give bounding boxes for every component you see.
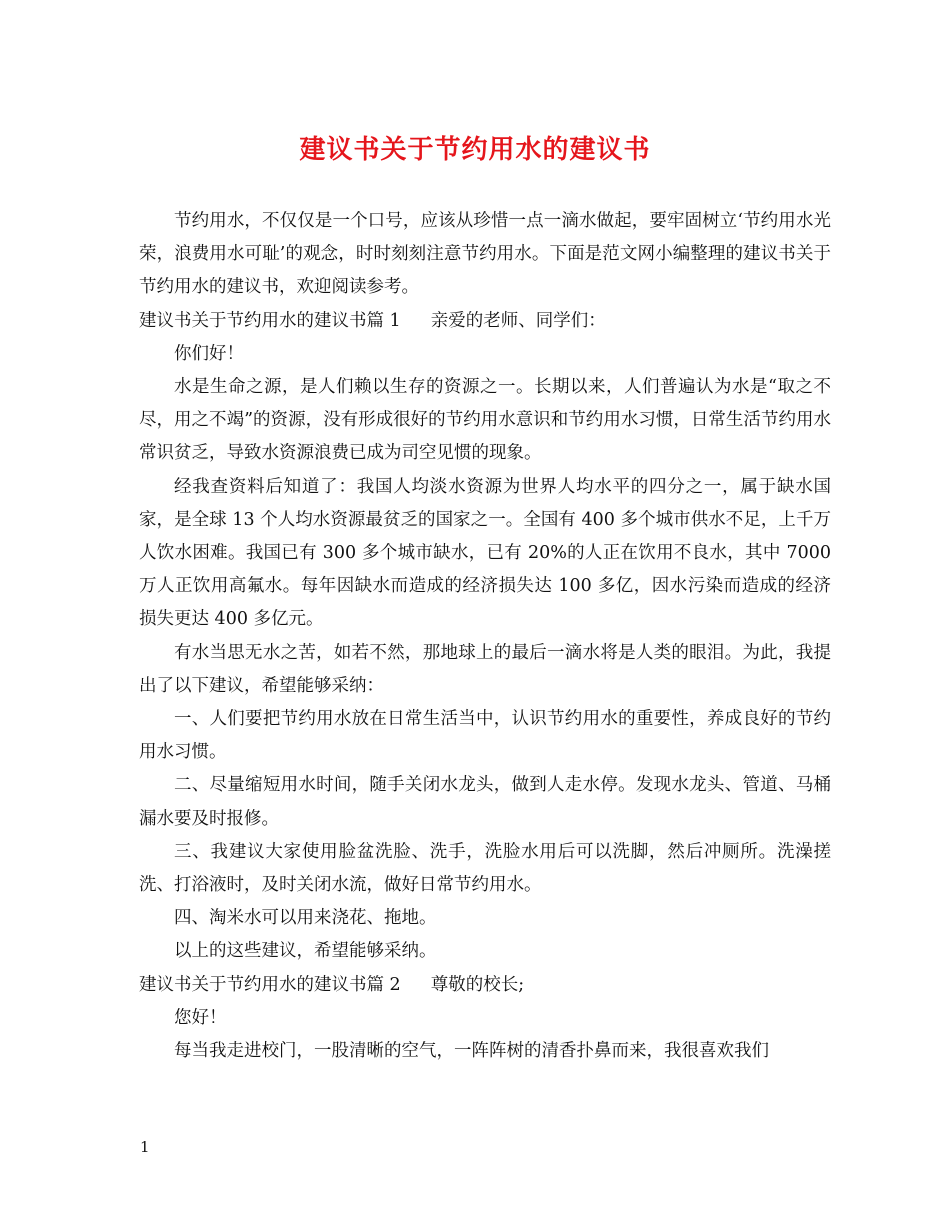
intro-paragraph: 节约用水，不仅仅是一个口号，应该从珍惜一点一滴水做起，要牢固树立‘节约用水光荣，浪费用水可耻’的观念，时时刻刻注意节约用水。下面是范文网小编整理的建议书关于节约用水的建议书，欢迎阅读参考。 (139, 211, 831, 298)
suggestion-item: 四、淘米水可以用来浇花、拖地。 (174, 908, 437, 929)
section-heading-2 (139, 969, 831, 1002)
document-body (139, 205, 831, 1068)
greeting-1: 你们好！ (174, 343, 244, 364)
body-paragraph: 有水当思无水之苦，如若不然，那地球上的最后一滴水将是人类的眼泪。为此，我提出了以下建议，希望能够采纳： (139, 642, 831, 696)
salutation-2: 尊敬的校长; (430, 974, 525, 995)
page-number: 1 (140, 1138, 150, 1156)
body-paragraph: 水是生命之源，是人们赖以生存的资源之一。长期以来，人们普遍认为水是“取之不尽，用之不竭”的资源，没有形成很好的节约用水意识和节约用水习惯，日常生活节约用水常识贫乏，导致水资源浪费已成为司空见惯的现象。 (139, 377, 831, 464)
suggestion-item: 二、尽量缩短用水时间，随手关闭水龙头，做到人走水停。发现水龙头、管道、马桶漏水要及时报修。 (139, 775, 831, 829)
section-heading-1 (139, 305, 831, 338)
body-paragraph: 每当我走进校门，一股清晰的空气，一阵阵树的清香扑鼻而来，我很喜欢我们 (174, 1041, 769, 1062)
body-paragraph: 经我查资料后知道了：我国人均淡水资源为世界人均水平的四分之一，属于缺水国家，是全球 13 个人均水资源最贫乏的国家之一。全国有 400 多个城市供水不足，上千万人饮水困难。我国已有 300 多个城市缺水，已有 20%的人正在饮用不良水，其中 7000 万人正饮用高氟水。每年因缺水而造成的经济损失达 100 多亿，因水污染而造成的经济损失更达 400 多亿元。 (139, 476, 831, 630)
closing-paragraph: 以上的这些建议，希望能够采纳。 (174, 941, 437, 962)
document-title: 建议书关于节约用水的建议书 (299, 135, 651, 165)
suggestion-item: 一、人们要把节约用水放在日常生活当中，认识节约用水的重要性，养成良好的节约用水习惯。 (139, 709, 831, 763)
section-title-1: 建议书关于节约用水的建议书篇 1 (139, 310, 401, 331)
suggestion-item: 三、我建议大家使用脸盆洗脸、洗手，洗脸水用后可以洗脚，然后冲厕所。洗澡搓洗、打浴液时，及时关闭水流，做好日常节约用水。 (139, 841, 831, 896)
section-title-2: 建议书关于节约用水的建议书篇 2 (139, 974, 401, 995)
greeting-2: 您好！ (174, 1007, 227, 1028)
salutation-1: 亲爱的老师、同学们： (430, 310, 606, 331)
